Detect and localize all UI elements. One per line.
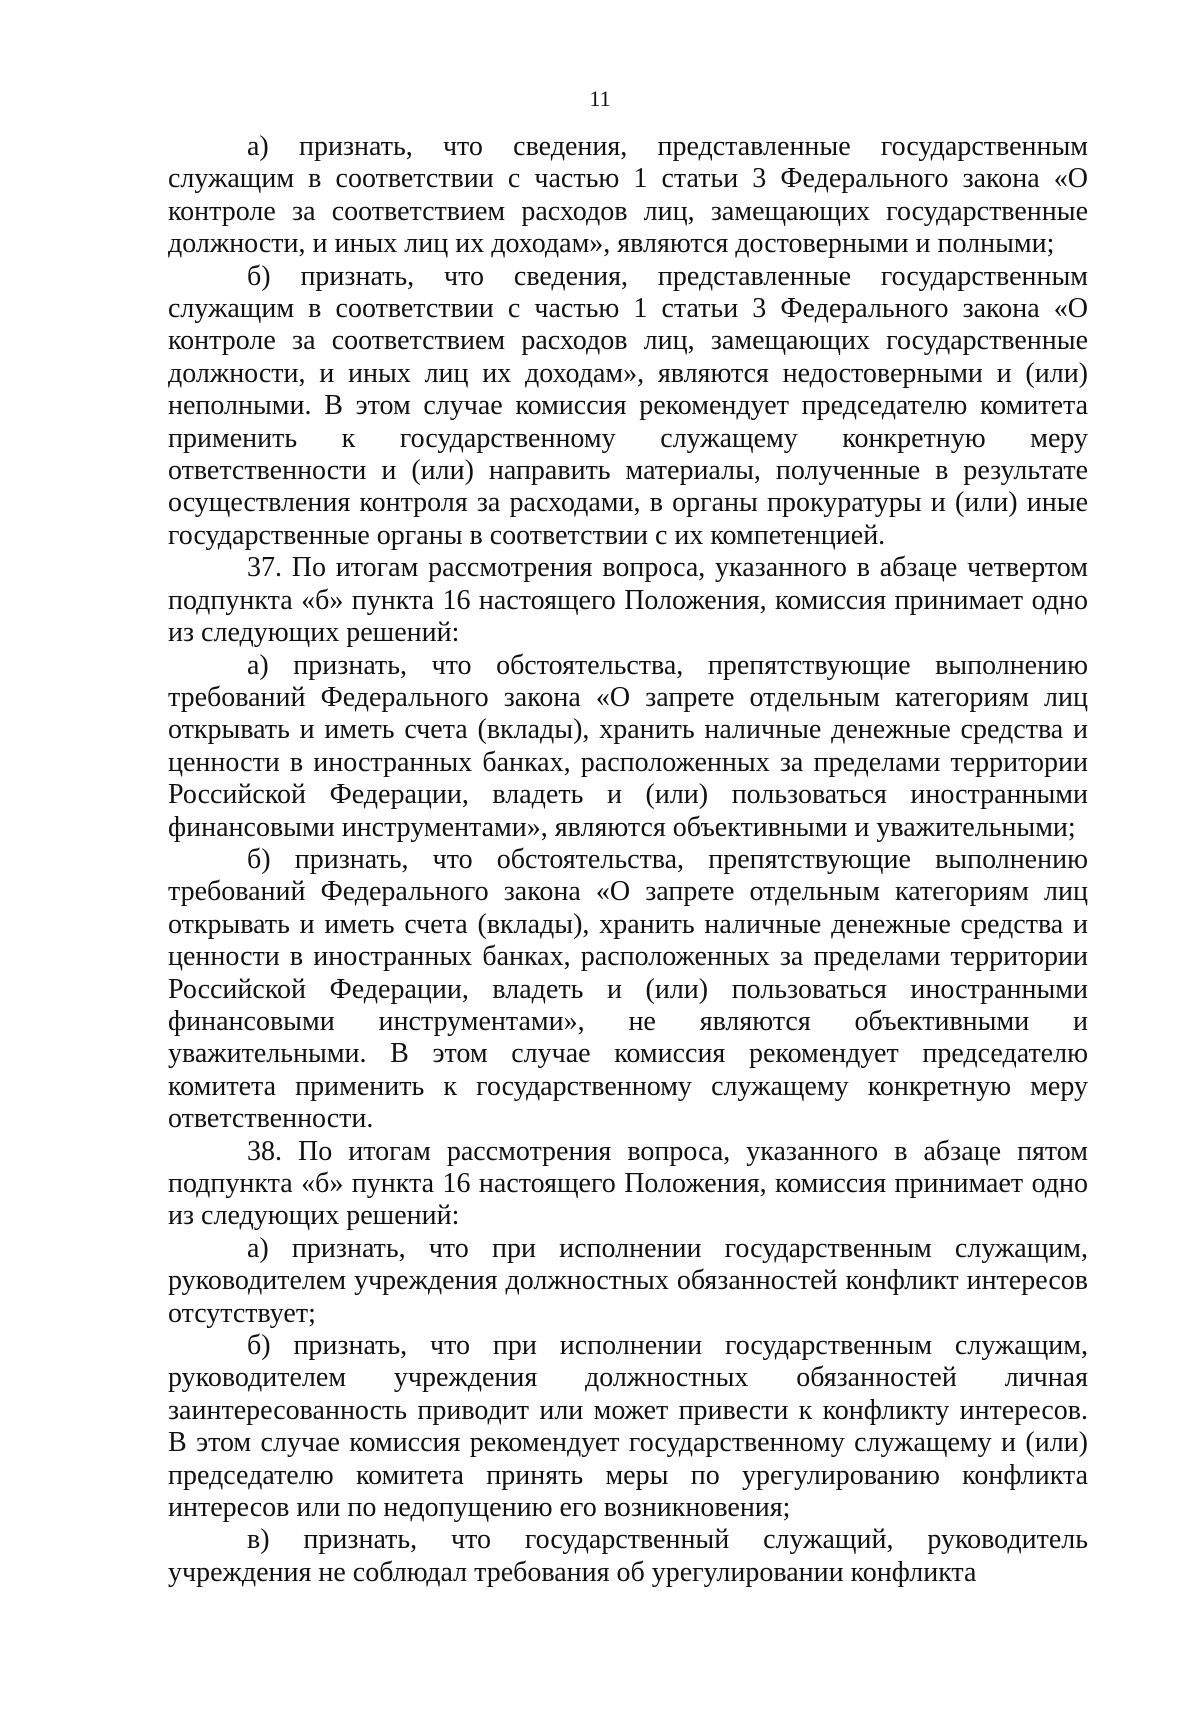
paragraph-36b: б) признать, что сведения, представленные государственным служащим в соответствии с частью 1 статьи 3 Федерального закона «О контроле за соответствием расходов лиц, замещающих государственные должности, и иных лиц их доходам», являются недостоверными и (или) неполными. В этом случае комиссия рекомендует председателю комитета применить к государственному служащему конкретную меру ответственности и (или) направить материалы, полученные в результате осуществления контроля за расходами, в органы прокуратуры и (или) иные государственные органы в соответствии с их компетенцией. [168,260,1088,551]
paragraph-37: 37. По итогам рассмотрения вопроса, указанного в абзаце четвертом подпункта «б» пункта 16 настоящего Положения, комиссия принимает одно из следующих решений: [168,552,1088,649]
document-body [168,131,1088,1589]
paragraph-37b: б) признать, что обстоятельства, препятствующие выполнению требований Федерального закона «О запрете отдельным категориям лиц открывать и иметь счета (вклады), хранить наличные денежные средства и ценности в иностранных банках, расположенных за пределами территории Российской Федерации, владеть и (или) пользоваться иностранными финансовыми инструментами», не являются объективными и уважительными. В этом случае комиссия рекомендует председателю комитета применить к государственному служащему конкретную меру ответственности. [168,843,1088,1135]
paragraph-38b: б) признать, что при исполнении государственным служащим, руководителем учреждения должностных обязанностей личная заинтересованность приводит или может привести к конфликту интересов. В этом случае комиссия рекомендует государственному служащему и (или) председателю комитета принять меры по урегулированию конфликта интересов или по недопущению его возникновения; [168,1330,1088,1524]
paragraph-37a: а) признать, что обстоятельства, препятствующие выполнению требований Федерального закона «О запрете отдельным категориям лиц открывать и иметь счета (вклады), хранить наличные денежные средства и ценности в иностранных банках, расположенных за пределами территории Российской Федерации, владеть и (или) пользоваться иностранными финансовыми инструментами», являются объективными и уважительными; [168,649,1088,843]
paragraph-38: 38. По итогам рассмотрения вопроса, указанного в абзаце пятом подпункта «б» пункта 16 настоящего Положения, комиссия принимает одно из следующих решений: [168,1135,1088,1232]
paragraph-38c: в) признать, что государственный служащий, руководитель учреждения не соблюдал требования об урегулировании конфликта [168,1524,1088,1588]
page-number: 11 [589,86,611,111]
paragraph-38a: а) признать, что при исполнении государственным служащим, руководителем учреждения должностных обязанностей конфликт интересов отсутствует; [168,1232,1088,1329]
paragraph-36a: а) признать, что сведения, представленные государственным служащим в соответствии с частью 1 статьи 3 Федерального закона «О контроле за соответствием расходов лиц, замещающих государственные должности, и иных лиц их доходам», являются достоверными и полными; [168,131,1088,260]
